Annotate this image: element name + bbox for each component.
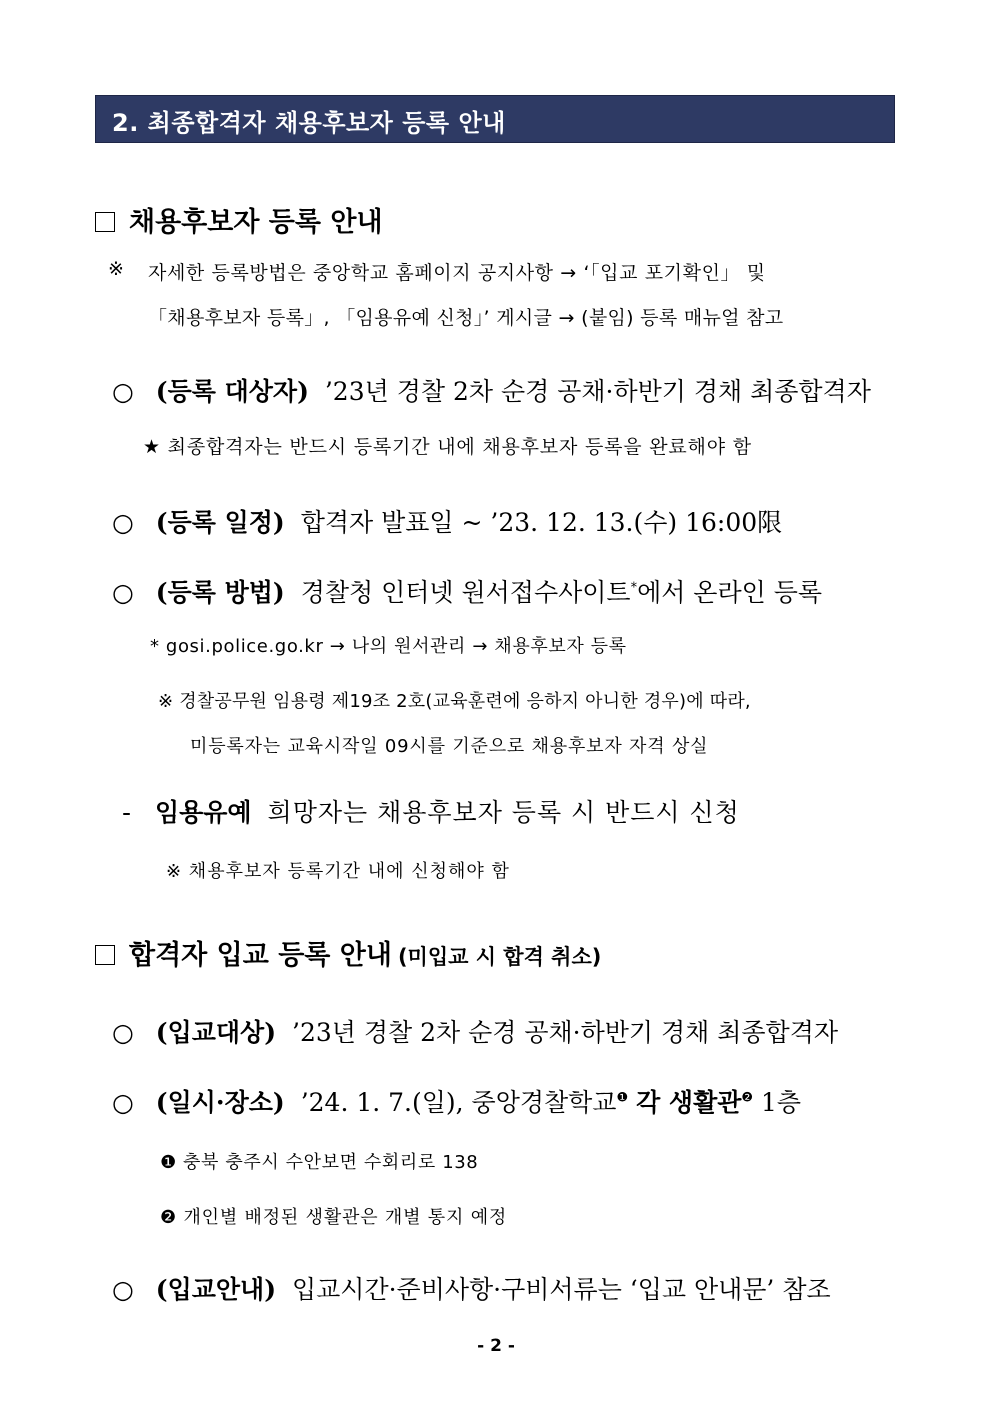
date-place-text-1: ’24. 1. 7.(일), 중앙경찰학교 bbox=[300, 1088, 617, 1117]
method-text-2: 에서 온라인 등록 bbox=[637, 578, 823, 607]
bullet-circle-icon: ○ bbox=[112, 578, 134, 607]
footnote-2: ❷ 개인별 배정된 생활관은 개별 통지 예정 bbox=[160, 1207, 508, 1228]
checkbox-square-icon bbox=[95, 212, 115, 232]
bullet-method bbox=[112, 573, 822, 609]
date-place-text-3: 1층 bbox=[761, 1088, 802, 1117]
footnote-mark-2: ❷ bbox=[741, 1090, 754, 1106]
date-place-text-2: 각 생활관 bbox=[636, 1088, 742, 1117]
section1-title: 채용후보자 등록 안내 bbox=[129, 207, 383, 238]
defer-note: ※ 채용후보자 등록기간 내에 신청해야 함 bbox=[166, 861, 510, 882]
defer-line bbox=[122, 793, 740, 829]
method-note-2: 미등록자는 교육시작일 09시를 기준으로 채용후보자 자격 상실 bbox=[190, 736, 709, 757]
admission-guide-key: (입교안내) bbox=[155, 1275, 277, 1304]
method-footnote: * gosi.police.go.kr → 나의 원서관리 → 채용후보자 등록 bbox=[150, 636, 627, 657]
section2-title-sub: (미입교 시 합격 취소) bbox=[397, 945, 602, 969]
bullet-circle-icon: ○ bbox=[112, 377, 134, 406]
bullet-circle-icon: ○ bbox=[112, 1018, 134, 1047]
bullet-admission-target bbox=[112, 1013, 838, 1049]
banner-title: 2. 최종합격자 채용후보자 등록 안내 bbox=[112, 109, 506, 137]
method-key: (등록 방법) bbox=[155, 578, 285, 607]
schedule-key: (등록 일정) bbox=[155, 508, 285, 537]
bullet-admission-guide bbox=[112, 1270, 831, 1306]
defer-dash: - bbox=[122, 798, 132, 827]
admission-target-text: ’23년 경찰 2차 순경 공채·하반기 경채 최종합격자 bbox=[292, 1018, 838, 1047]
date-place-key: (일시·장소) bbox=[155, 1088, 285, 1117]
bullet-date-place bbox=[112, 1083, 801, 1119]
bullet-circle-icon: ○ bbox=[112, 508, 134, 537]
bullet-target bbox=[112, 372, 871, 408]
target-star-note: ★ 최종합격자는 반드시 등록기간 내에 채용후보자 등록을 완료해야 함 bbox=[143, 436, 752, 458]
note-mark: ※ bbox=[108, 258, 124, 280]
target-text: ’23년 경찰 2차 순경 공채·하반기 경채 최종합격자 bbox=[324, 377, 871, 406]
bullet-circle-icon: ○ bbox=[112, 1088, 134, 1117]
section2-heading bbox=[95, 933, 601, 972]
target-key: (등록 대상자) bbox=[155, 377, 309, 406]
method-note-1: ※ 경찰공무원 임용령 제19조 2호(교육훈련에 응하지 아니한 경우)에 따라, bbox=[158, 691, 751, 712]
bullet-circle-icon: ○ bbox=[112, 1275, 134, 1304]
note-line-1: 자세한 등록방법은 중앙학교 홈페이지 공지사항 → ‘「입교 포기확인」 및 bbox=[148, 262, 766, 284]
bullet-schedule bbox=[112, 503, 782, 539]
method-sup: * bbox=[630, 580, 638, 596]
checkbox-square-icon bbox=[95, 945, 115, 965]
section2-title: 합격자 입교 등록 안내 bbox=[129, 940, 392, 971]
note-line-2: 「채용후보자 등록」, 「임용유예 신청」’ 게시글 → (붙임) 등록 매뉴얼 참고 bbox=[148, 307, 784, 329]
schedule-text: 합격자 발표일 ~ ’23. 12. 13.(수) 16:00限 bbox=[300, 508, 783, 537]
page-number: - 2 - bbox=[477, 1336, 515, 1356]
defer-key: 임용유예 bbox=[154, 798, 252, 827]
defer-text: 희망자는 채용후보자 등록 시 반드시 신청 bbox=[267, 798, 740, 827]
admission-guide-text: 입교시간·준비사항·구비서류는 ‘입교 안내문’ 참조 bbox=[292, 1275, 831, 1304]
footnote-1: ❶ 충북 충주시 수안보면 수회리로 138 bbox=[160, 1152, 479, 1173]
method-text: 경찰청 인터넷 원서접수사이트 bbox=[300, 578, 631, 607]
footnote-mark-1: ❶ bbox=[616, 1090, 629, 1106]
admission-target-key: (입교대상) bbox=[155, 1018, 277, 1047]
section1-heading bbox=[95, 200, 383, 239]
